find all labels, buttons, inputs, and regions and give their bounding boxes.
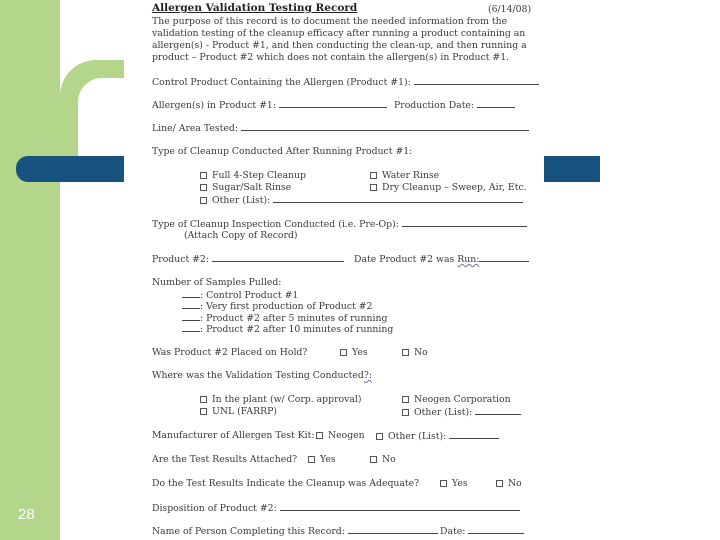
checkbox[interactable] (370, 184, 377, 191)
option-other-cleanup[interactable]: Other (List): (200, 194, 523, 206)
sample-row-2: : Very first production of Product #2 (182, 300, 372, 312)
checkbox[interactable] (200, 172, 207, 179)
slide-page-number: 28 (18, 506, 35, 523)
purpose-line-3: allergen(s) - Product #1, and then conducting the clean-up, and then running a (152, 40, 527, 51)
checkbox[interactable] (200, 184, 207, 191)
date-product2-run-field (354, 253, 529, 265)
checkbox[interactable] (402, 396, 409, 403)
where-option-other[interactable]: Other (List): (402, 406, 521, 418)
checkbox[interactable] (402, 409, 409, 416)
production-date-label: Production Date: (394, 100, 475, 111)
checkbox[interactable] (376, 433, 383, 440)
allergens-field (152, 99, 387, 111)
name-person-label: Name of Person Completing this Record: (152, 526, 345, 537)
purpose-line-2: validation testing of the cleanup efficacy after running a product containing an (152, 28, 526, 39)
purpose-line-1: The purpose of this record is to document the needed information from the (152, 16, 508, 27)
results-attached-label: Are the Test Results Attached? (152, 454, 298, 465)
record-date: (6/14/08) (488, 4, 532, 15)
checkbox[interactable] (370, 456, 377, 463)
sample-count-blank[interactable] (182, 323, 200, 332)
completion-date-blank[interactable] (468, 525, 524, 534)
sample-row-4: : Product #2 after 10 minutes of running (182, 323, 393, 335)
where-option-unl[interactable]: UNL (FARRP) (200, 406, 277, 417)
control-product-blank[interactable] (414, 76, 539, 85)
where-conducted-label: Where was the Validation Testing Conducted?: (152, 370, 372, 381)
name-person-blank[interactable] (348, 525, 438, 534)
manufacturer-label: Manufacturer of Allergen Test Kit: (152, 430, 315, 441)
checkbox[interactable] (370, 172, 377, 179)
on-hold-yes[interactable]: Yes (340, 347, 368, 358)
on-hold-no[interactable]: No (402, 347, 428, 358)
product2-label: Product #2: (152, 254, 209, 265)
sample-count-blank[interactable] (182, 289, 200, 298)
checkbox[interactable] (340, 349, 347, 356)
completion-date-field (440, 525, 524, 537)
checkbox[interactable] (440, 480, 447, 487)
adequate-label: Do the Test Results Indicate the Cleanup was Adequate? (152, 478, 420, 489)
allergens-blank[interactable] (279, 99, 387, 108)
adequate-no[interactable]: No (496, 478, 522, 489)
adequate-yes[interactable]: Yes (440, 478, 468, 489)
product2-field (152, 253, 344, 265)
sample-row-1: : Control Product #1 (182, 289, 298, 301)
attach-copy-note: (Attach Copy of Record) (184, 230, 298, 241)
inspection-type-blank[interactable] (402, 218, 527, 227)
manufacturer-neogen[interactable]: Neogen (316, 430, 365, 441)
production-date-blank[interactable] (477, 99, 515, 108)
product2-blank[interactable] (212, 253, 344, 262)
control-product-field (152, 76, 539, 88)
other-cleanup-blank[interactable] (273, 194, 523, 203)
line-tested-blank[interactable] (241, 122, 529, 131)
run-word: Run: (457, 254, 480, 265)
checkbox[interactable] (200, 396, 207, 403)
left-green-sidebar (0, 0, 60, 540)
control-product-label: Control Product Containing the Allergen (Product #1): (152, 77, 411, 88)
results-attached-yes[interactable]: Yes (308, 454, 336, 465)
line-tested-label: Line/ Area Tested: (152, 123, 238, 134)
where-other-blank[interactable] (475, 406, 521, 415)
sample-row-3: : Product #2 after 5 minutes of running (182, 312, 387, 324)
line-tested-field (152, 122, 529, 134)
disposition-label: Disposition of Product #2: (152, 503, 277, 514)
sample-count-blank[interactable] (182, 300, 200, 309)
date-product2-run-label: Date Product #2 was (354, 254, 455, 265)
checkbox[interactable] (200, 197, 207, 204)
purpose-line-4: product – Product #2 which does not contain the allergen(s) in Product #1. (152, 52, 510, 63)
record-document (124, 0, 544, 540)
option-dry-cleanup[interactable]: Dry Cleanup – Sweep, Air, Etc. (370, 182, 527, 193)
checkbox[interactable] (316, 432, 323, 439)
allergens-label: Allergen(s) in Product #1: (152, 100, 276, 111)
sample-count-blank[interactable] (182, 312, 200, 321)
production-date-field (394, 99, 515, 111)
record-title: Allergen Validation Testing Record (152, 2, 358, 14)
cleanup-type-label: Type of Cleanup Conducted After Running Product #1: (152, 146, 413, 157)
inspection-type-field (152, 218, 527, 230)
disposition-blank[interactable] (280, 502, 520, 511)
checkbox[interactable] (496, 480, 503, 487)
inspection-type-label: Type of Cleanup Inspection Conducted (i.e. Pre-Op): (152, 219, 399, 230)
on-hold-label: Was Product #2 Placed on Hold? (152, 347, 308, 358)
date-product2-run-blank[interactable] (479, 253, 529, 262)
samples-pulled-label: Number of Samples Pulled: (152, 277, 282, 288)
checkbox[interactable] (308, 456, 315, 463)
checkbox[interactable] (402, 349, 409, 356)
option-water-rinse[interactable]: Water Rinse (370, 170, 439, 181)
manufacturer-other[interactable]: Other (List): (376, 430, 499, 442)
disposition-field (152, 502, 520, 514)
name-person-field (152, 525, 438, 537)
checkbox[interactable] (200, 408, 207, 415)
where-option-plant[interactable]: In the plant (w/ Corp. approval) (200, 394, 362, 405)
option-full-cleanup[interactable]: Full 4-Step Cleanup (200, 170, 306, 181)
completion-date-label: Date: (440, 526, 466, 537)
manufacturer-other-blank[interactable] (449, 430, 499, 439)
option-sugar-salt-rinse[interactable]: Sugar/Salt Rinse (200, 182, 291, 193)
where-option-neogen[interactable]: Neogen Corporation (402, 394, 511, 405)
results-attached-no[interactable]: No (370, 454, 396, 465)
